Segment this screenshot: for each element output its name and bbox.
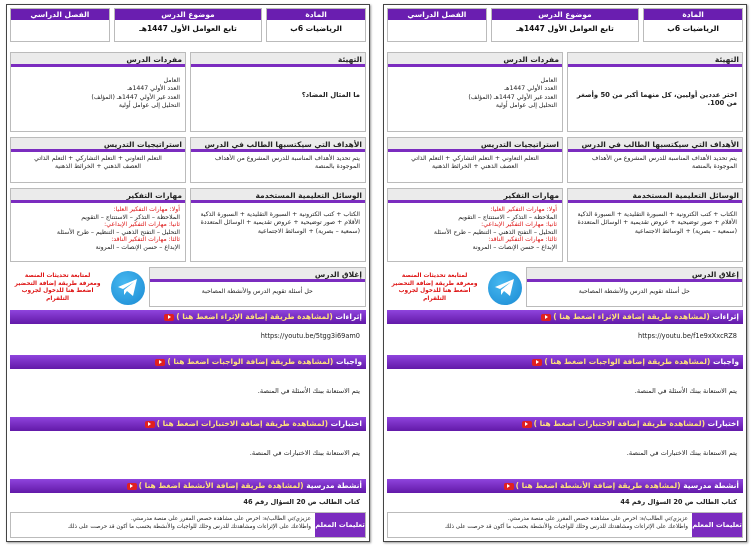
thinking-section [387,188,563,262]
homework-title: واجبات [335,357,362,366]
thinking-heading: ثانيا: مهارات التفكير الإبداعي: [481,221,557,229]
thinking-item: الإبداع – حسن الإنصات – المرونة [472,243,557,251]
media-item: (سمعية – بصرية) + الوسائط الاجتماعية [257,227,360,235]
media-section [567,188,743,262]
vocab-item: العامل [163,77,180,84]
activities-link[interactable]: (لمشاهدة طريقة إضافة الأنشطة اضغط هنا ) [138,481,304,490]
tests-title: اختبارات [330,419,362,428]
homework-text: يتم الاستعانة ببنك الأسئلة في المنصة. [634,387,737,395]
closing-row [387,267,743,307]
strategy-item: التعلم التعاوني + التعلم التشاركي + التعلم الذاتي [411,155,539,162]
activities-bar [387,479,743,493]
telegram-line: اضغط هنا للدخول لجروب التلقرام [21,288,94,302]
youtube-icon[interactable] [145,421,155,428]
goals-section [190,137,366,183]
media-item: الأقلام + صور توضيحية + عروض تقديمية + الوسائل المتعددة [200,219,360,227]
vocab-section [10,52,186,132]
notes-line: واطلاعك على الإثراءات ومشاهدتك للدرس وحلك للواجبات والأنشطة بحسب ما أكون قد حرصت على ذلك [445,523,688,530]
notes-body [11,513,315,537]
thinking-title: مهارات التفكير [388,189,562,203]
thinking-heading: أولا: مهارات التفكير العليا: [490,206,557,213]
closing-title: إغلاق الدرس [527,268,742,282]
thinking-list [388,203,562,255]
telegram-line: ومعرفة طريقة إضافة التحضير [391,280,478,287]
enrich-url[interactable]: https://youtu.be/5tgg3i69am0 [260,332,360,340]
notes-title: تعليمات المعلم [315,513,365,537]
youtube-icon[interactable] [541,314,551,321]
intro-section [567,52,743,132]
vocab-list [388,67,562,114]
strategy-item: العصف الذهني + الخرائط الذهنية [54,163,142,171]
enrich-link[interactable]: (لمشاهدة طريقة إضافة الإثراء اضغط هنا ) [553,312,710,321]
lesson-plan-page [383,4,747,542]
telegram-line: لمتابعة تحديثات المنصة [401,273,468,279]
thinking-item: التحليل – التفتح الذهني – التنظيم – طرح الأسئلة [433,228,557,236]
subject-label: المادة [644,9,742,20]
youtube-icon[interactable] [532,359,542,366]
tests-body [10,431,366,475]
intro-row [10,52,366,132]
media-title: الوسائل التعليمية المستخدمة [568,189,742,203]
activities-body [387,493,743,511]
semester-label: الفصل الدراسي [388,9,486,20]
youtube-icon[interactable] [164,314,174,321]
activities-body [10,493,366,511]
goals-section [567,137,743,183]
media-item: الكتاب + كتب الكترونية + السبورة التقليدية + السبورة الذكية [200,211,360,218]
vocab-item: التحليل إلى عوامل أولية [118,102,180,110]
homework-link[interactable]: (لمشاهدة طريقة إضافة الواجبات اضغط هنا ) [167,357,334,366]
enrich-title: إثراءات [712,312,739,321]
enrich-bar [387,310,743,324]
strategies-title: استراتيجيات التدريس [11,138,185,152]
homework-title: واجبات [712,357,739,366]
youtube-icon[interactable] [504,483,514,490]
activities-bar [10,479,366,493]
media-list [568,203,742,239]
strategy-item: العصف الذهني + الخرائط الذهنية [431,163,519,171]
vocab-list [11,67,185,114]
notes-line: واطلاعك على الإثراءات ومشاهدتك للدرس وحلك للواجبات والأنشطة بحسب ما أكون قد حرصت على ذلك [68,523,311,530]
goals-title: الأهداف التي سيكتسبها الطالب في الدرس [568,138,742,152]
vocab-item: العدد غير الأولي 1447هـ (المؤلف) [468,93,557,101]
notes-body [388,513,692,537]
homework-bar [10,355,366,369]
enrich-url[interactable]: https://youtu.be/f1e9xXxcRZ8 [638,332,737,340]
subject-cell [643,8,743,42]
semester-value [388,20,486,24]
telegram-icon[interactable] [488,271,521,305]
intro-text: اختر عددين أوليين، كل منهما أكبر من 50 وأصغر من 100. [576,91,737,108]
strategy-item: التعلم التعاوني + التعلم التشاركي + التعلم الذاتي [34,155,162,162]
activities-text: كتاب الطالب ص 20 السؤال رقم 46 [243,498,360,506]
media-row [387,188,743,262]
closing-text: حل أسئلة تقويم الدرس والأنشطة المصاحبة [201,288,313,295]
vocab-title: مفردات الدرس [388,53,562,67]
vocab-section [387,52,563,132]
goals-title: الأهداف التي سيكتسبها الطالب في الدرس [191,138,365,152]
teacher-notes [387,512,743,538]
goals-row [387,137,743,183]
media-item: الأقلام + صور توضيحية + عروض تقديمية + الوسائل المتعددة [577,219,737,227]
subject-value: الرياضيات 6ب [290,24,342,33]
lesson-plan-page [6,4,370,542]
enrich-body [10,324,366,348]
thinking-item: التحليل – التفتح الذهني – التنظيم – طرح الأسئلة [56,228,180,236]
homework-text: يتم الاستعانة ببنك الأسئلة في المنصة. [257,387,360,395]
telegram-promo[interactable] [10,267,145,307]
vocab-item: العدد غير الأولي 1447هـ (المؤلف) [91,93,180,101]
thinking-list [11,203,185,255]
media-row [10,188,366,262]
vocab-item: العدد الأولي 1447هـ [504,85,557,93]
activities-link[interactable]: (لمشاهدة طريقة إضافة الأنشطة اضغط هنا ) [515,481,681,490]
thinking-heading: ثانيا: مهارات التفكير الإبداعي: [104,221,180,229]
media-title: الوسائل التعليمية المستخدمة [191,189,365,203]
notes-title: تعليمات المعلم [692,513,742,537]
media-item: (سمعية – بصرية) + الوسائط الاجتماعية [634,227,737,235]
semester-label: الفصل الدراسي [11,9,109,20]
header-row [387,8,743,42]
telegram-text[interactable] [387,273,482,303]
subject-value: الرياضيات 6ب [667,24,719,33]
media-list [191,203,365,239]
thinking-heading: أولا: مهارات التفكير العليا: [113,206,180,213]
thinking-heading: ثالثا: مهارات التفكير الناقد: [488,236,557,244]
semester-value [11,20,109,24]
thinking-title: مهارات التفكير [11,189,185,203]
strategies-section [387,137,563,183]
tests-bar [387,417,743,431]
goals-text: يتم تحديد الأهداف المناسبة للدرس المشروع من الأهداف الموجودة بالمنصة [214,155,360,171]
intro-row [387,52,743,132]
telegram-icon[interactable] [111,271,144,305]
media-item: الكتاب + كتب الكترونية + السبورة التقليدية + السبورة الذكية [577,211,737,218]
vocab-item: التحليل إلى عوامل أولية [495,102,557,110]
intro-title: التهيئة [568,53,742,67]
tests-title: اختبارات [707,419,739,428]
homework-body [387,369,743,413]
subject-label: المادة [267,9,365,20]
telegram-line: اضغط هنا للدخول لجروب التلقرام [398,288,471,302]
lesson-value: تابع العوامل الأول 1447هـ [516,24,614,33]
vocab-item: العدد الأولي 1447هـ [127,85,180,93]
strategies-title: استراتيجيات التدريس [388,138,562,152]
tests-bar [10,417,366,431]
telegram-promo[interactable] [387,267,522,307]
intro-section [190,52,366,132]
closing-section [149,267,366,307]
enrich-link[interactable]: (لمشاهدة طريقة إضافة الإثراء اضغط هنا ) [176,312,333,321]
lesson-value: تابع العوامل الأول 1447هـ [139,24,237,33]
youtube-icon[interactable] [155,359,165,366]
vocab-item: العامل [540,77,557,84]
telegram-text[interactable] [10,273,105,303]
intro-title: التهيئة [191,53,365,67]
telegram-line: ومعرفة طريقة إضافة التحضير [14,280,101,287]
media-section [190,188,366,262]
lesson-label: موضوع الدرس [115,9,262,20]
intro-text: ما المثال المضاد؟ [301,91,360,99]
vocab-title: مفردات الدرس [11,53,185,67]
enrich-bar [10,310,366,324]
goals-text: يتم تحديد الأهداف المناسبة للدرس المشروع من الأهداف الموجودة بالمنصة [591,155,737,171]
tests-link[interactable]: (لمشاهدة طريقة إضافة الاختبارات اضغط هنا ) [533,419,706,428]
activities-title: أنشطة مدرسية [306,481,362,490]
thinking-heading: ثالثا: مهارات التفكير الناقد: [111,236,180,244]
strategies-section [10,137,186,183]
teacher-notes [10,512,366,538]
tests-text: يتم الاستعانة ببنك الاختبارات في المنصة. [249,449,360,457]
thinking-item: الملاحظة – التذكر – الاستنتاج – التقويم [458,213,557,221]
enrich-title: إثراءات [335,312,362,321]
thinking-item: الإبداع – حسن الإنصات – المرونة [95,243,180,251]
strategies-list [11,152,185,175]
closing-section [526,267,743,307]
lesson-cell [114,8,263,42]
closing-text: حل أسئلة تقويم الدرس والأنشطة المصاحبة [578,288,690,295]
youtube-icon[interactable] [522,421,532,428]
closing-title: إغلاق الدرس [150,268,365,282]
activities-title: أنشطة مدرسية [683,481,739,490]
goals-row [10,137,366,183]
strategies-list [388,152,562,175]
semester-cell [387,8,487,42]
header-row [10,8,366,42]
telegram-line: لمتابعة تحديثات المنصة [24,273,91,279]
homework-link[interactable]: (لمشاهدة طريقة إضافة الواجبات اضغط هنا ) [544,357,711,366]
thinking-section [10,188,186,262]
activities-text: كتاب الطالب ص 20 السؤال رقم 44 [620,498,737,506]
subject-cell [266,8,366,42]
homework-bar [387,355,743,369]
lesson-label: موضوع الدرس [492,9,639,20]
tests-text: يتم الاستعانة ببنك الاختبارات في المنصة. [626,449,737,457]
closing-row [10,267,366,307]
youtube-icon[interactable] [127,483,137,490]
notes-line: عزيزي/تي الطالب/ة: احرص على مشاهدة حصص المقرر على منصة مدرستي. [507,516,688,522]
semester-cell [10,8,110,42]
enrich-body [387,324,743,348]
notes-line: عزيزي/تي الطالب/ة: احرص على مشاهدة حصص المقرر على منصة مدرستي. [130,516,311,522]
homework-body [10,369,366,413]
tests-link[interactable]: (لمشاهدة طريقة إضافة الاختبارات اضغط هنا ) [156,419,329,428]
lesson-cell [491,8,640,42]
tests-body [387,431,743,475]
thinking-item: الملاحظة – التذكر – الاستنتاج – التقويم [81,213,180,221]
